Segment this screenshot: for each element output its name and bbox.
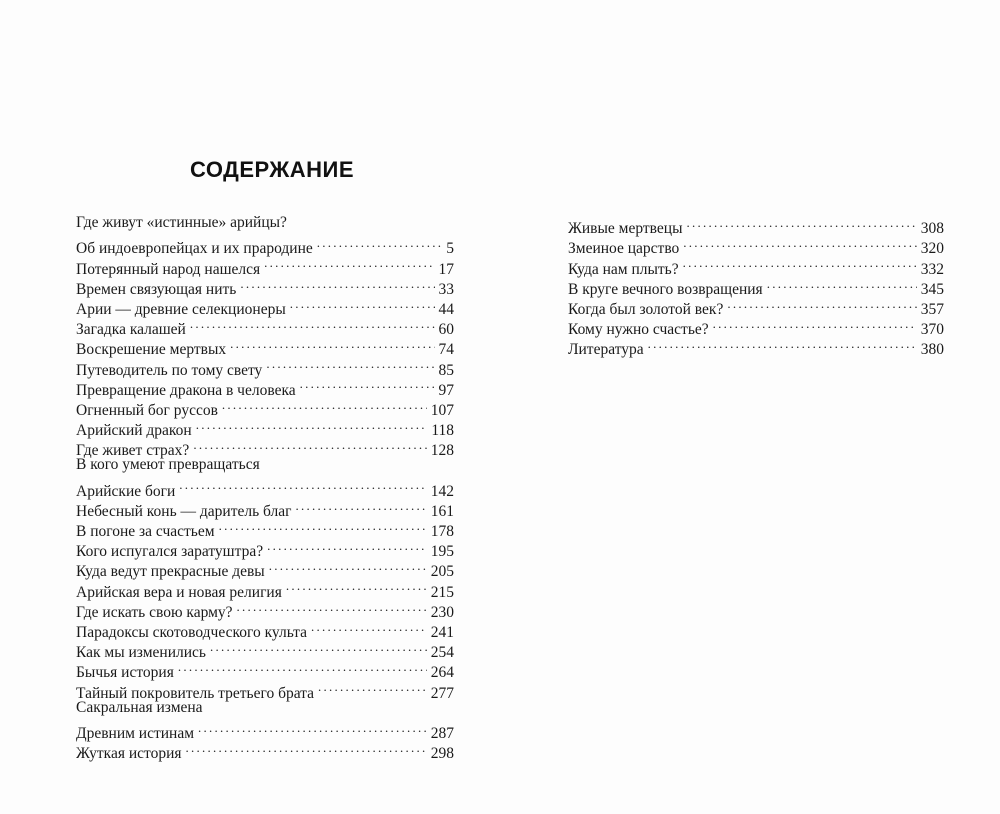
toc-leader-dots [318,677,427,697]
toc-page-number: 97 [438,381,454,399]
toc-entry-title: Змеиное царство [568,240,680,258]
toc-leader-dots [230,334,434,354]
toc-leader-dots [264,253,434,273]
toc-page-number: 128 [430,442,454,460]
toc-entry-title: Загадка калашей [76,321,186,339]
toc-page-number: 161 [430,502,454,520]
toc-entry [76,718,454,742]
toc-leader-dots [193,435,426,455]
toc-leader-dots [178,657,427,677]
toc-entry-title: Жуткая история [76,745,182,763]
toc-section-heading: В кого умеют превращаться [76,456,260,474]
toc-page-number: 215 [430,583,454,601]
toc-section-heading: Сакральная измена [76,698,203,716]
toc-entry-title: Тайный покровитель третьего брата [76,684,315,702]
toc-entry-title: Бычья история [76,664,174,682]
toc-page-number: 287 [430,724,454,742]
toc-entry [568,213,944,238]
toc-page-number: 74 [438,341,454,359]
toc-leader-dots [240,274,434,294]
toc-entry-title: В круге вечного возвращения [568,280,763,298]
toc-page-number: 60 [438,321,454,339]
toc-leader-dots [687,213,917,233]
toc-leader-dots [219,516,427,536]
toc-entry-title: Воскрешение мертвых [76,341,227,359]
toc-column-right [568,213,944,359]
toc-entry-title: Где искать свою карму? [76,603,233,621]
toc-page-number: 195 [430,543,454,561]
toc-leader-dots [186,738,427,758]
toc-leader-dots [198,718,427,738]
toc-leader-dots [290,294,435,314]
toc-entry-title: Небесный конь — даритель благ [76,502,292,520]
toc-leader-dots [210,637,427,657]
toc-page-number: 298 [430,745,454,763]
toc-leader-dots [713,314,917,334]
toc-page-number: 44 [438,300,454,318]
toc-page-number: 33 [438,280,454,298]
toc-page-number: 107 [430,401,454,419]
toc-entry-title: Кого испугался заратуштра? [76,543,264,561]
toc-entry-title: Литература [568,341,644,359]
toc-entry-title: Где живет страх? [76,442,190,460]
toc-leader-dots [222,395,427,415]
toc-page-number: 357 [920,300,944,318]
toc-leader-dots [683,253,917,273]
toc-leader-dots [727,294,916,314]
toc-page-number: 118 [431,422,454,440]
toc-leader-dots [300,375,435,395]
toc-page-number: 178 [430,523,454,540]
toc-leader-dots [266,354,434,374]
toc-entry-title: Живые мертвецы [568,220,683,238]
toc-page-number: 17 [438,260,454,278]
toc-page-number: 308 [920,220,944,238]
toc-page-number: 380 [920,341,944,359]
toc-page-number: 264 [430,664,454,682]
toc-page-number: 230 [430,603,454,621]
toc-entry-title: В погоне за счастьем [76,523,215,540]
toc-title: СОДЕРЖАНИЕ [190,157,355,182]
toc-page-number: 205 [430,563,454,581]
toc-entry-title: Путеводитель по тому свету [76,361,263,379]
toc-page-number: 254 [430,644,454,662]
toc-leader-dots [237,597,427,617]
toc-leader-dots [296,496,427,516]
toc-leader-dots [190,314,435,334]
toc-entry-title: Об индоевропейцах и их прародине [76,240,313,258]
toc-entry-title: Потерянный народ нашелся [76,260,261,278]
toc-column-left [76,213,454,763]
toc-leader-dots [269,556,427,576]
toc-leader-dots [683,233,916,253]
toc-entry [76,233,454,258]
toc-page-number: 320 [920,240,944,258]
toc-entry-title: Парадоксы скотоводческого культа [76,623,308,641]
toc-entry-title: Кому нужно счастье? [568,321,709,339]
toc-page-number: 85 [438,361,454,379]
toc-leader-dots [311,617,427,637]
toc-section-heading: Где живут «истинные» арийцы? [76,214,287,231]
toc-page-number: 345 [920,280,944,298]
toc-leader-dots [286,576,427,596]
toc-entry-title: Как мы изменились [76,644,206,662]
toc-leader-dots [767,274,917,294]
toc-leader-dots [267,536,427,556]
toc-entry-title: Арийский дракон [76,422,192,440]
toc-entry-title: Арийская вера и новая религия [76,583,282,601]
toc-leader-dots [317,233,442,253]
toc-entry-title: Когда был золотой век? [568,300,724,318]
toc-leader-dots [648,334,917,354]
toc-page-number: 142 [430,482,454,500]
toc-leader-dots [196,415,428,435]
toc-page-number: 277 [430,684,454,702]
toc-entry-title: Времен связующая нить [76,280,237,298]
toc-entry-title: Древним истинам [76,724,195,742]
toc-leader-dots [179,475,426,495]
toc-page-number: 5 [446,240,454,258]
toc-entry [76,475,454,500]
toc-entry-title: Куда нам плыть? [568,260,679,278]
toc-page-number: 241 [430,623,454,641]
toc-page-number: 370 [920,321,944,339]
toc-page-number: 332 [920,260,944,278]
toc-entry-title: Огненный бог руссов [76,401,218,419]
toc-entry-title: Превращение дракона в человека [76,381,296,399]
toc-entry-title: Куда ведут прекрасные девы [76,563,265,581]
toc-entry-title: Арийские боги [76,482,176,500]
toc-entry-title: Арии — древние селекционеры [76,300,286,318]
